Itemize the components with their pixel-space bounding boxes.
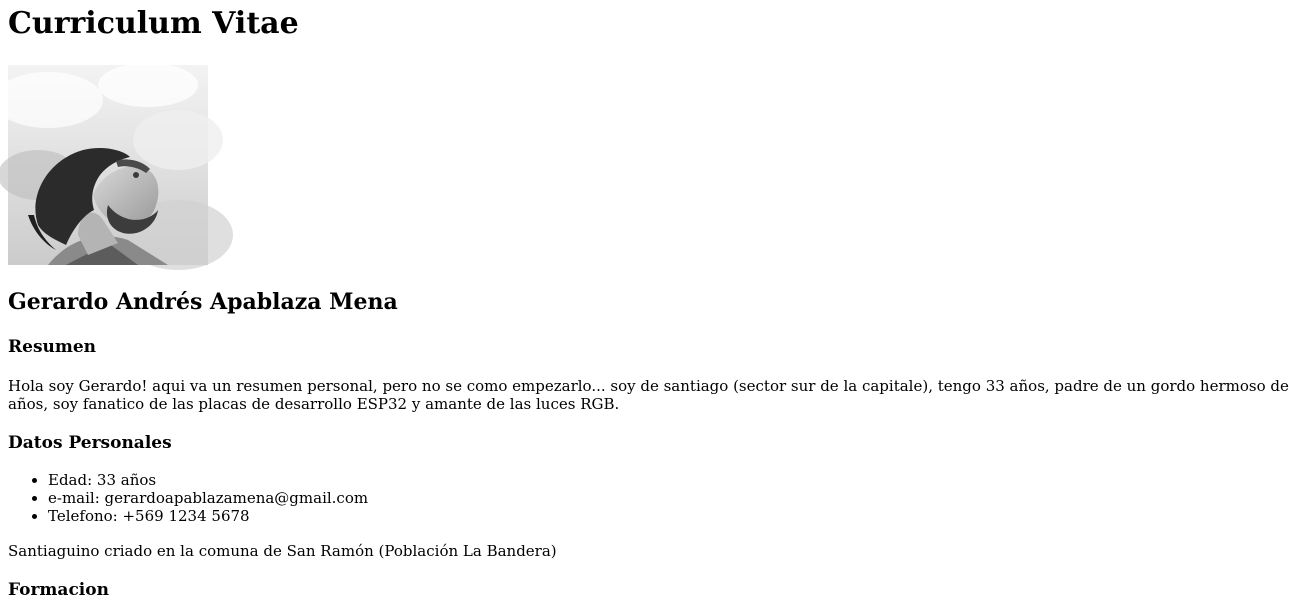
cv-page: [8, 0, 1289, 600]
summary-text-line-2: años, soy fanatico de las placas de desarrollo ESP32 y amante de las luces RGB.: [8, 395, 620, 413]
person-name: Gerardo Andrés Apablaza Mena: [8, 289, 398, 315]
personal-data-list: [8, 471, 368, 525]
list-item-email: • e-mail: gerardoapablazamena@gmail.com: [48, 489, 368, 507]
profile-photo-image: [8, 65, 208, 265]
list-item-phone: • Telefono: +569 1234 5678: [48, 507, 368, 525]
summary-text-line-1: Hola soy Gerardo! aqui va un resumen personal, pero no se como empezarlo... soy de santiago (sector sur de la capitale), tengo 33 años, padre de un gordo hermoso de: [8, 377, 1289, 395]
page-title: Curriculum Vitae: [8, 6, 299, 41]
summary-heading: Resumen: [8, 337, 97, 357]
profile-photo: [8, 65, 208, 265]
education-heading: Formacion: [8, 580, 109, 600]
personal-data-heading: Datos Personales: [8, 433, 172, 453]
list-item-age: • Edad: 33 años: [48, 471, 368, 489]
origin-text: Santiaguino criado en la comuna de San Ramón (Población La Bandera): [8, 542, 557, 560]
